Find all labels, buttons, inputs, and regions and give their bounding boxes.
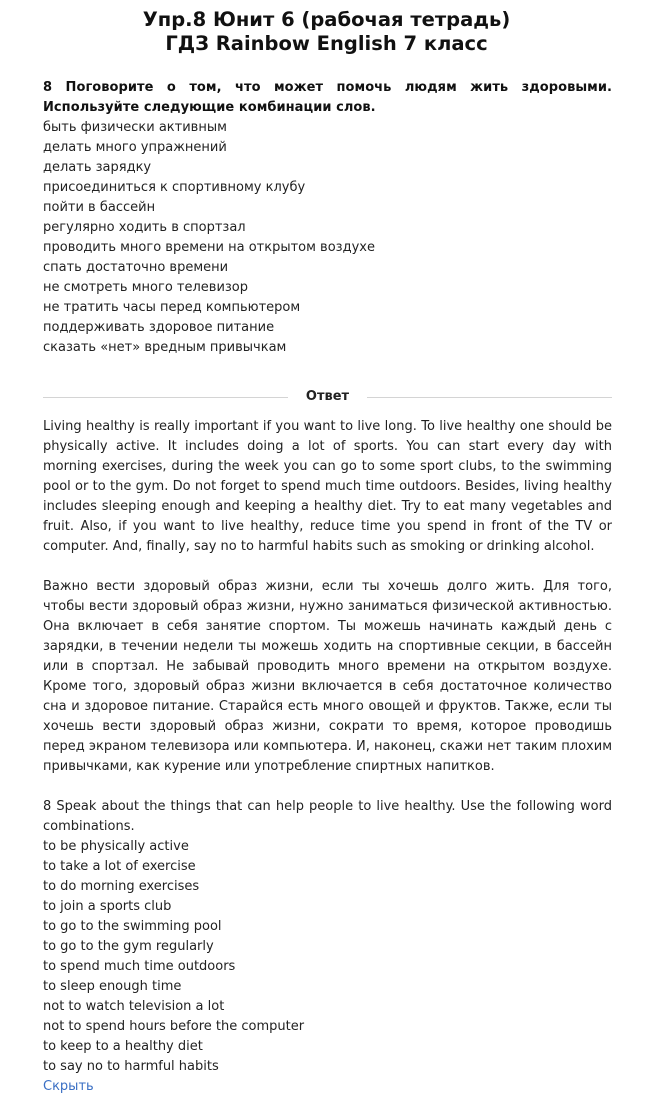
page-title-line1: Упр.8 Юнит 6 (рабочая тетрадь): [142, 8, 511, 31]
translation-phrase: to join a sports club: [43, 899, 172, 914]
translation-phrase: to go to the swimming pool: [43, 919, 222, 934]
translation-phrase: to sleep enough time: [43, 979, 182, 994]
translation-phrase: to keep to a healthy diet: [43, 1039, 203, 1054]
exercise-content: [43, 78, 612, 1097]
page-title: [0, 0, 653, 56]
answer-english-text: Living healthy is really important if you want to live long. To live healthy one should be physically active. It includes doing a lot of sports. You can start every day with morning exercises, during the week you can go to some sport clubs, to the swimming pool or to the gym. Do not forget to spend much time outdoors. Besides, living healthy includes sleeping enough and keeping a healthy diet. Try to eat many vegetables and fruit. Also, if you want to live healthy, reduce time you spend in front of the TV or computer. And, finally, say no to harmful habits such as smoking or drinking alcohol.: [43, 419, 612, 554]
translation-phrase: to spend much time outdoors: [43, 959, 236, 974]
task-phrase-list: [43, 118, 612, 358]
translation-phrase: to do morning exercises: [43, 879, 200, 894]
answer-divider: [43, 387, 612, 407]
translation-phrase: not to spend hours before the computer: [43, 1019, 305, 1034]
task-header: 8 Поговорите о том, что может помочь людям жить здоровыми. Используйте следующие комбинации слов.: [43, 80, 612, 115]
divider-line-right: [367, 397, 612, 398]
task-phrase: регулярно ходить в спортзал: [43, 220, 246, 235]
answer-russian-text: Важно вести здоровый образ жизни, если ты хочешь долго жить. Для того, чтобы вести здоровый образ жизни, нужно заниматься физической активностью. Она включает в себя занятие спортом. Ты можешь начинать каждый день с зарядки, в течении недели ты можешь ходить на спортивные секции, в бассейн или в спортзал. Не забывай проводить много времени на открытом воздухе. Кроме того, здоровый образ жизни включается в себя достаточное количество сна и здоровое питание. Старайся есть много овощей и фруктов. Также, если ты хочешь вести здоровый образ жизни, сократи то время, которое проводишь перед экраном телевизора или компьютера. И, наконец, скажи нет таким плохим привычками, как курение или употребление спиртных напитков.: [43, 579, 612, 774]
translation-phrase: not to watch television a lot: [43, 999, 225, 1014]
translation-phrase: to go to the gym regularly: [43, 939, 214, 954]
translation-phrase-list: [43, 837, 612, 1077]
task-phrase: делать много упражнений: [43, 140, 227, 155]
task-phrase: не тратить часы перед компьютером: [43, 300, 301, 315]
task-phrase: пойти в бассейн: [43, 200, 156, 215]
translation-phrase: to say no to harmful habits: [43, 1059, 219, 1074]
translation-phrase: to be physically active: [43, 839, 189, 854]
divider-line-left: [43, 397, 288, 398]
answer-label: Ответ: [305, 389, 350, 404]
page-title-line2: ГДЗ Rainbow English 7 класс: [165, 32, 488, 55]
task-phrase: не смотреть много телевизор: [43, 280, 249, 295]
translation-header: 8 Speak about the things that can help people to live healthy. Use the following word combinations.: [43, 799, 612, 834]
task-phrase: спать достаточно времени: [43, 260, 229, 275]
task-phrase: присоединиться к спортивному клубу: [43, 180, 306, 195]
task-phrase: проводить много времени на открытом воздухе: [43, 240, 375, 255]
task-phrase: поддерживать здоровое питание: [43, 320, 275, 335]
task-phrase: делать зарядку: [43, 160, 152, 175]
task-phrase: быть физически активным: [43, 120, 227, 135]
hide-answer-link[interactable]: Скрыть: [43, 1079, 94, 1094]
translation-phrase: to take a lot of exercise: [43, 859, 196, 874]
task-phrase: сказать «нет» вредным привычкам: [43, 340, 287, 355]
